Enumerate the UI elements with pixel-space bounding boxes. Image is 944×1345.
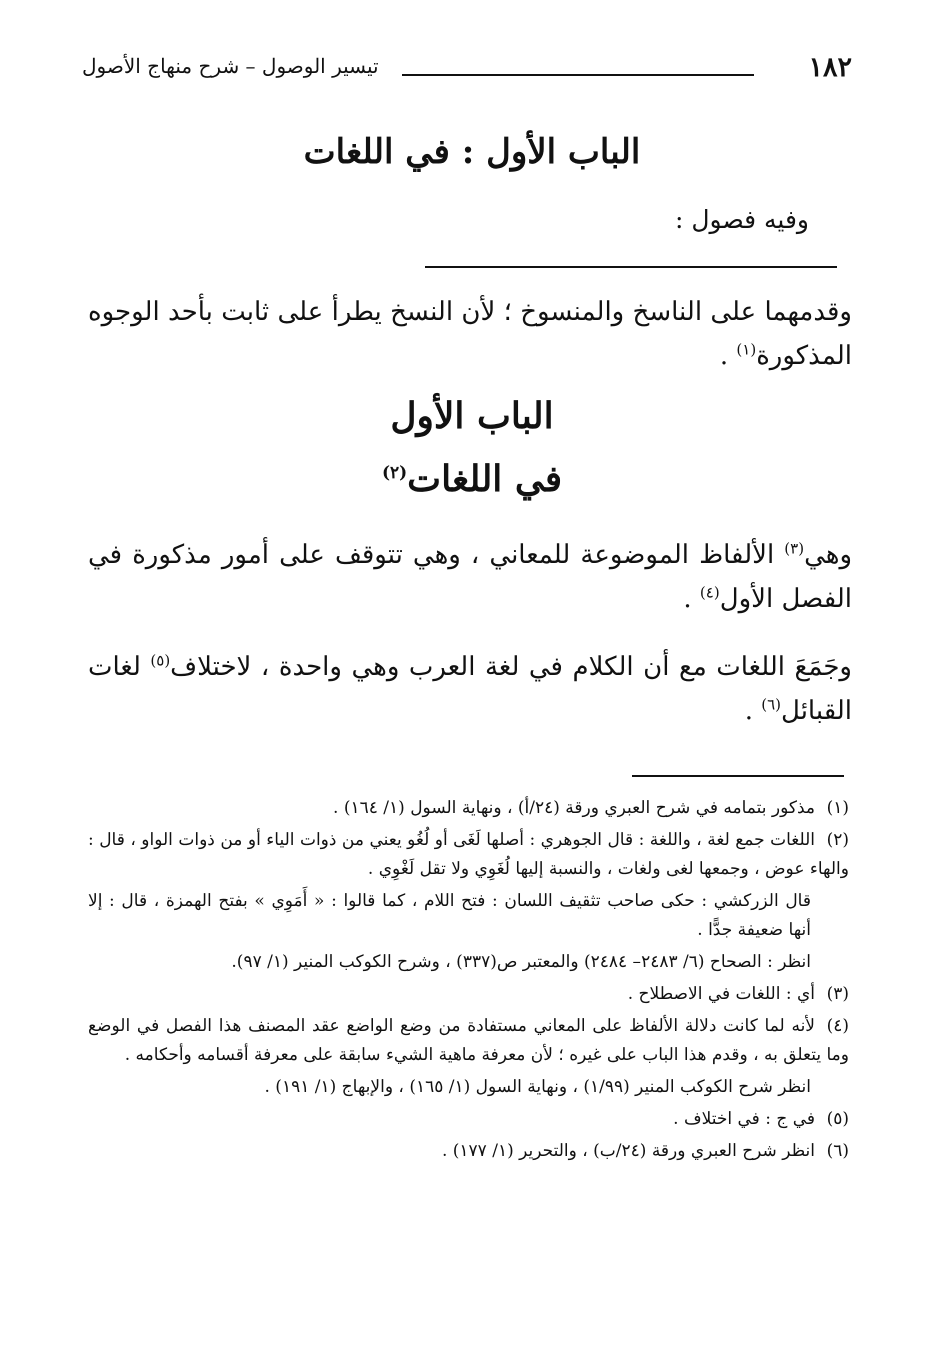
intro-text: وقدمهما على الناسخ والمنسوخ ؛ لأن النسخ يطرأ على ثابت بأحد الوجوه المذكورة: [88, 297, 852, 371]
footnote-number: (٥): [826, 1109, 849, 1129]
definition-middle: الألفاظ الموضوعة للمعاني ، وهي تتوقف على أمور مذكورة في الفصل الأول: [88, 540, 852, 614]
footnote-continuation: [88, 948, 849, 977]
collection-start: وجَمَعَ اللغات مع أن الكلام في لغة العرب وهي واحدة ، لاختلاف: [170, 652, 852, 682]
footnote-number: (٤): [826, 1016, 849, 1036]
definition-end: .: [683, 584, 700, 614]
footnote-text: لأنه لما كانت دلالة الألفاظ على المعاني مستفادة من وضع الواضع عقد المصنف هذا الفصل في الوضع وما يتعلق به ، وقدم هذا الباب على غيره ؛ لأن معرفة ماهية الشيء سابقة على معرفة أقسامه وأحكامه .: [88, 1016, 849, 1065]
page-number: ١٨٢: [808, 52, 852, 83]
footnote-ref-2[interactable]: (٢): [381, 463, 408, 483]
intro-end: .: [719, 341, 737, 371]
chapter-subtitle-text: في اللغات: [407, 458, 563, 500]
footnotes: [88, 794, 849, 1169]
page-header: [82, 52, 852, 92]
footnote-continuation: [88, 1073, 849, 1102]
footnote-text: أي : اللغات في الاصطلاح .: [627, 984, 815, 1004]
chapter-title: الباب الأول: [390, 395, 554, 437]
collection-middle: لغات القبائل: [88, 652, 852, 726]
chapter-heading: الباب الأول : في اللغات: [303, 132, 641, 172]
footnote-continuation: [88, 887, 849, 945]
footnote-text: انظر شرح الكوكب المنير (١/٩٩) ، ونهاية السول (١/ ١٦٥) ، والإبهاج (١/ ١٩١) .: [264, 1077, 811, 1097]
footnote-ref-4[interactable]: (٤): [699, 583, 720, 602]
chapter-subtitle: [0, 458, 944, 500]
footnote-text: مذكور بتمامه في شرح العبري ورقة (٢٤/أ) ، ونهاية السول (١/ ١٦٤) .: [333, 798, 815, 818]
header-rule: [402, 74, 754, 76]
collection-paragraph: [88, 645, 852, 733]
footnote-number: (٦): [826, 1141, 849, 1161]
section-divider: [425, 266, 837, 268]
sections-note: وفيه فصول :: [675, 205, 809, 234]
footnote-text: انظر : الصحاح (٦/ ٢٤٨٣– ٢٤٨٤) والمعتبر ص(٣٣٧) ، وشرح الكوكب المنير (١/ ٩٧).: [231, 952, 811, 972]
intro-paragraph: [88, 290, 852, 378]
definition-paragraph: [88, 533, 852, 621]
footnote-number: (١): [826, 798, 849, 818]
footnote-text: انظر شرح العبري ورقة (٢٤/ب) ، والتحرير (١/ ١٧٧) .: [441, 1141, 815, 1161]
footnote: [88, 826, 849, 884]
footnote-text: في ج : في اختلاف .: [673, 1109, 815, 1129]
running-title: تيسير الوصول – شرح منهاج الأصول: [82, 54, 379, 78]
footnote-ref-6[interactable]: (٦): [761, 695, 781, 714]
footnote: [88, 1137, 849, 1166]
footnote-number: (٣): [826, 984, 849, 1004]
footnote-ref-1[interactable]: (١): [736, 340, 757, 359]
footnote: [88, 1105, 849, 1134]
footnote-number: (٢): [826, 830, 849, 850]
footnote-ref-5[interactable]: (٥): [150, 651, 171, 670]
footnote-text: اللغات جمع لغة ، واللغة : قال الجوهري : أصلها لَغَى أو لُغُو يعني من ذوات الياء أو من ذوات الواو ، قال : والهاء عوض ، وجمعها لغى ولغات ، والنسبة إليها لُغَوِي ولا تقل لَغْوِي .: [88, 830, 849, 879]
footnote: [88, 1012, 849, 1070]
footnote-text: قال الزركشي : حكى صاحب تثقيف اللسان : فتح اللام ، كما قالوا : « أَمَوِي » بفتح الهمزة ، قال : إلا أنها ضعيفة جدًّا .: [88, 891, 811, 940]
footnote-separator: [632, 775, 844, 777]
footnote: [88, 980, 849, 1009]
footnote-ref-3[interactable]: (٣): [784, 539, 805, 558]
definition-start: وهي: [804, 540, 852, 570]
footnote: [88, 794, 849, 823]
collection-end: .: [744, 696, 762, 726]
